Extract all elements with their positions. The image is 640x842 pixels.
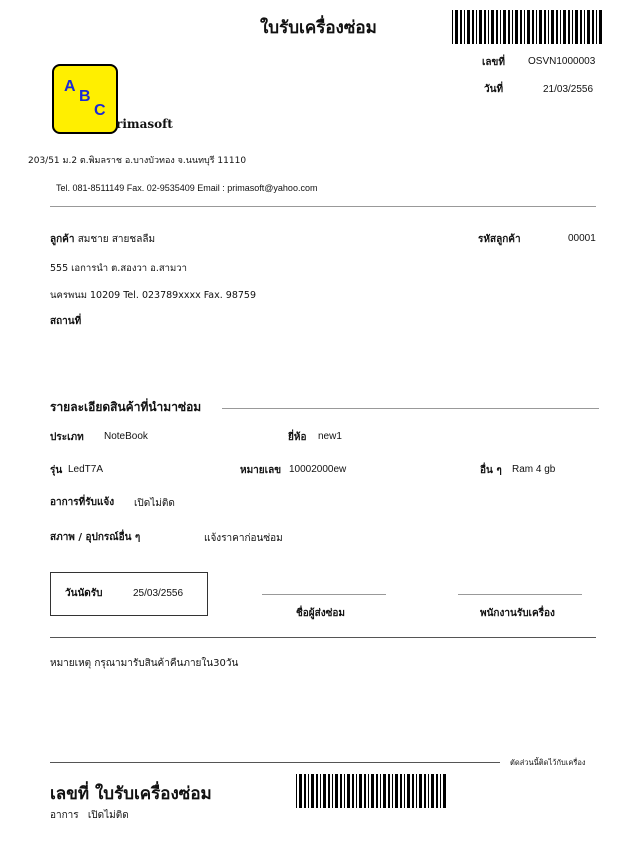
customer-name: สมชาย สายชลลืม: [77, 234, 156, 245]
barcode-bar: [476, 10, 477, 44]
barcode-bar: [472, 10, 474, 44]
barcode-bar: [548, 10, 549, 44]
date-value: 21/03/2556: [543, 84, 594, 95]
sender-signature-label: ชื่อผู้ส่งซ่อม: [296, 608, 346, 619]
barcode-bar: [500, 10, 501, 44]
barcode-bar: [392, 774, 393, 808]
serial-label: หมายเลข: [240, 465, 282, 476]
barcode-bar: [568, 10, 570, 44]
barcode-bar: [508, 10, 510, 44]
barcode-bar: [359, 774, 362, 808]
barcode-bar: [380, 774, 381, 808]
barcode-bar: [436, 774, 438, 808]
barcode-bar: [364, 774, 366, 808]
barcode-bar: [503, 10, 506, 44]
company-logo: [52, 64, 118, 134]
barcode-bar: [407, 774, 410, 808]
other-value: Ram 4 gb: [512, 464, 556, 475]
barcode-bar: [371, 774, 374, 808]
barcode-bar: [404, 774, 405, 808]
section-title: รายละเอียดสินค้าที่นำมาซ่อม: [50, 400, 202, 414]
place-label: สถานที่: [50, 316, 82, 327]
serial-value: 10002000ew: [289, 464, 347, 475]
barcode-bar: [584, 10, 585, 44]
barcode-bar: [347, 774, 350, 808]
customer-label: ลูกค้า: [50, 234, 75, 245]
brand-value: new1: [318, 431, 342, 442]
company-address: 203/51 ม.2 ต.พิมลราช อ.บางบัวทอง จ.นนทบุรี 11110: [28, 156, 247, 166]
barcode-bar: [592, 10, 594, 44]
barcode-bar: [311, 774, 314, 808]
barcode-bar: [580, 10, 582, 44]
barcode-bar: [527, 10, 530, 44]
barcode-bar: [428, 774, 429, 808]
other-label: อื่น ๆ: [480, 465, 502, 476]
stub-title: เลขที่ ใบรับเครื่องซ่อม: [50, 784, 212, 804]
barcode-bar: [596, 10, 597, 44]
cut-line: [50, 762, 500, 763]
logo-letter-b: B: [79, 88, 91, 105]
barcode-bar: [460, 10, 462, 44]
brand-label: ยี่ห้อ: [288, 432, 307, 443]
barcode-bar: [296, 774, 297, 808]
company-contact: Tel. 081-8511149 Fax. 02-9535409 Email : primasoft@yahoo.com: [56, 183, 318, 193]
barcode-bar: [352, 774, 354, 808]
appointment-date: 25/03/2556: [133, 588, 184, 599]
customer-address-1: 555 เอการนำ ต.สองวา อ.สามวา: [50, 263, 187, 274]
barcode-bar: [488, 10, 489, 44]
customer-address-2: นครพนม 10209 Tel. 023789xxxx Fax. 98759: [50, 290, 257, 301]
model-label: รุ่น: [50, 465, 63, 476]
barcode-bar: [520, 10, 522, 44]
stub-symptom-row: [50, 808, 129, 823]
barcode-bar: [328, 774, 330, 808]
note-text: หมายเหตุ กรุณามารับสินค้าคืนภายใน30วัน: [50, 658, 239, 669]
barcode-bar: [443, 774, 446, 808]
cut-note: ตัดส่วนนี้ติดไว้กับเครื่อง: [510, 758, 586, 767]
receiver-signature-label: พนักงานรับเครื่อง: [480, 608, 555, 619]
appointment-label: วันนัดรับ: [65, 588, 103, 599]
receiver-signature-line: [458, 594, 582, 595]
barcode-bar: [536, 10, 537, 44]
barcode: [452, 10, 602, 44]
company-name: rimasoft: [116, 117, 173, 131]
condition-label: สภาพ / อุปกรณ์อื่น ๆ: [50, 532, 141, 543]
symptom-value: เปิดไม่ติด: [134, 498, 175, 509]
sender-signature-line: [262, 594, 386, 595]
doc-no-value: OSVN1000003: [528, 56, 596, 67]
barcode-bar: [479, 10, 482, 44]
barcode-bar: [412, 774, 414, 808]
barcode-bar: [388, 774, 390, 808]
logo-letter-c: C: [94, 102, 106, 119]
stub-barcode: [296, 774, 446, 808]
barcode-bar: [320, 774, 321, 808]
document-title: ใบรับเครื่องซ่อม: [260, 18, 377, 38]
barcode-bar: [424, 774, 426, 808]
barcode-bar: [299, 774, 302, 808]
barcode-bar: [539, 10, 542, 44]
divider: [50, 637, 596, 638]
barcode-bar: [551, 10, 554, 44]
barcode-bar: [544, 10, 546, 44]
barcode-bar: [563, 10, 566, 44]
doc-no-label: เลขที่: [482, 57, 505, 68]
barcode-bar: [515, 10, 518, 44]
barcode-bar: [400, 774, 402, 808]
type-value: NoteBook: [104, 431, 148, 442]
barcode-bar: [512, 10, 513, 44]
section-line: [222, 408, 599, 409]
barcode-bar: [575, 10, 578, 44]
symptom-label: อาการที่รับแจ้ง: [50, 497, 115, 508]
logo-letter-a: A: [64, 78, 76, 95]
barcode-bar: [431, 774, 434, 808]
barcode-bar: [491, 10, 494, 44]
barcode-bar: [356, 774, 357, 808]
barcode-bar: [344, 774, 345, 808]
barcode-bar: [416, 774, 417, 808]
model-value: LedT7A: [68, 464, 104, 475]
barcode-bar: [560, 10, 561, 44]
barcode-bar: [323, 774, 326, 808]
barcode-bar: [532, 10, 534, 44]
barcode-bar: [587, 10, 590, 44]
barcode-bar: [383, 774, 386, 808]
barcode-bar: [524, 10, 525, 44]
barcode-bar: [440, 774, 441, 808]
barcode-bar: [467, 10, 470, 44]
barcode-bar: [496, 10, 498, 44]
barcode-bar: [556, 10, 558, 44]
barcode-bar: [308, 774, 309, 808]
barcode-bar: [599, 10, 602, 44]
barcode-bar: [452, 10, 453, 44]
customer-code-label: รหัสลูกค้า: [478, 234, 521, 245]
appointment-box: [50, 572, 208, 616]
barcode-bar: [332, 774, 333, 808]
barcode-bar: [340, 774, 342, 808]
divider: [50, 206, 596, 207]
barcode-bar: [368, 774, 369, 808]
barcode-bar: [484, 10, 486, 44]
condition-value: แจ้งราคาก่อนซ่อม: [204, 533, 283, 544]
date-label: วันที่: [484, 84, 504, 95]
barcode-bar: [395, 774, 398, 808]
type-label: ประเภท: [50, 432, 84, 443]
barcode-bar: [464, 10, 465, 44]
stub-symptom-label: อาการ: [50, 810, 79, 821]
barcode-bar: [572, 10, 573, 44]
customer-row: [50, 232, 155, 247]
stub-symptom-value: เปิดไม่ติด: [87, 810, 129, 821]
barcode-bar: [304, 774, 306, 808]
customer-code: 00001: [568, 233, 596, 244]
barcode-bar: [376, 774, 378, 808]
barcode-bar: [419, 774, 422, 808]
barcode-bar: [316, 774, 318, 808]
barcode-bar: [455, 10, 458, 44]
barcode-bar: [335, 774, 338, 808]
